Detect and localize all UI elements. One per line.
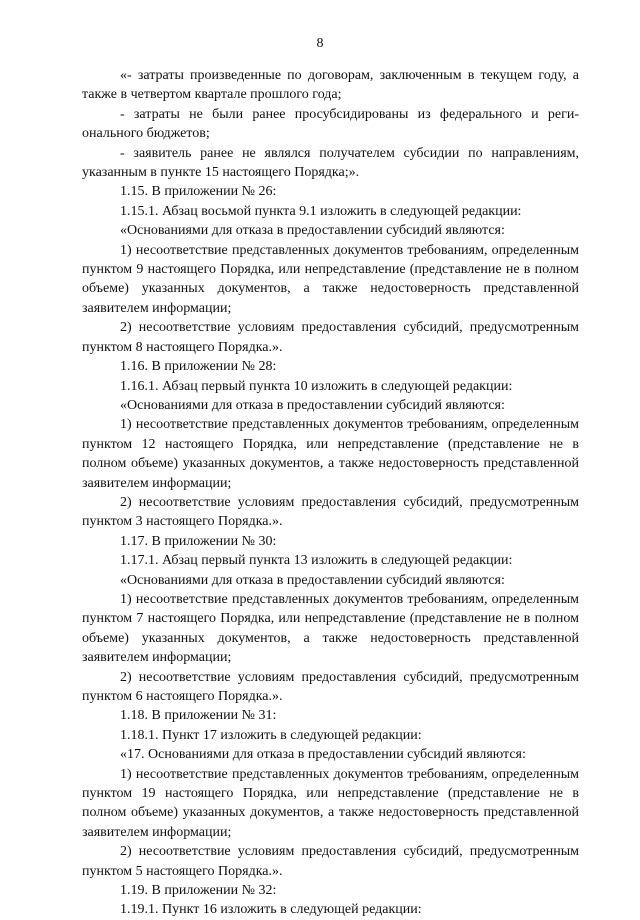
paragraph: 1) несоответствие представленных документов требованиям, определенным пунктом 7 настоящего Порядка, или непредставление (представление не в полном объеме) указанных документов, а также недостоверность представленной заявителем информации; (82, 591, 579, 666)
paragraph: «Основаниями для отказа в предоставлении субсидий являются: (120, 397, 505, 413)
section-heading: 1.16. В приложении № 28: (120, 359, 277, 375)
paragraph: «17. Основаниями для отказа в предоставлении субсидий являются: (120, 747, 526, 763)
paragraph: 1.19.1. Пункт 16 изложить в следующей редакции: (120, 902, 422, 918)
page-number: 8 (316, 36, 324, 51)
paragraph: 1.17.1. Абзац первый пункта 13 изложить в следующей редакции: (120, 553, 513, 569)
paragraph: - заявитель ранее не являлся получателем субсидии по направлениям, указанным в пункте 15 настоящего Порядка;». (82, 145, 579, 181)
paragraph: 1.16.1. Абзац первый пункта 10 изложить в следующей редакции: (120, 378, 513, 394)
paragraph: «Основаниями для отказа в предоставлении субсидий являются: (120, 572, 505, 588)
document-body (82, 66, 579, 920)
section-heading: 1.19. В приложении № 32: (120, 883, 277, 899)
section-heading: 1.17. В приложении № 30: (120, 533, 277, 549)
paragraph: - затраты не были ранее просубсидированы из федерального и регионального бюджетов; (82, 106, 579, 142)
paragraph: 2) несоответствие условиям предоставления субсидий, предусмотренным пунктом 6 настоящего Порядка.». (82, 669, 579, 704)
paragraph: 1.15.1. Абзац восьмой пункта 9.1 изложить в следующей редакции: (120, 203, 522, 219)
paragraph: 2) несоответствие условиям предоставления субсидий, предусмотренным пунктом 5 настоящего Порядка.». (82, 844, 579, 879)
paragraph: 2) несоответствие условиям предоставления субсидий, предусмотренным пунктом 3 настоящего Порядка.». (82, 494, 579, 530)
paragraph: 1.18.1. Пункт 17 изложить в следующей редакции: (120, 727, 422, 743)
paragraph: «- затраты произведенные по договорам, заключенным в текущем году, а также в четвертом квартале прошлого года; (82, 68, 579, 103)
section-heading: 1.18. В приложении № 31: (120, 708, 277, 724)
paragraph: 2) несоответствие условиям предоставления субсидий, предусмотренным пунктом 8 настоящего Порядка.». (82, 320, 579, 355)
paragraph: 1) несоответствие представленных документов требованиям, определенным пунктом 9 настоящего Порядка, или непредставление (представление не в полном объеме) указанных документов, а также недостоверность представленной заявителем информации; (82, 242, 579, 316)
paragraph: «Основаниями для отказа в предоставлении субсидий являются: (120, 223, 505, 239)
section-heading: 1.15. В приложении № 26: (120, 184, 277, 200)
paragraph: 1) несоответствие представленных документов требованиям, определенным пунктом 19 настоящего Порядка, или непредставление (представление не в полном объеме) указанных документов, а также недостоверность представленной заявителем информации; (82, 766, 579, 840)
paragraph: 1) несоответствие представленных документов требованиям, определенным пунктом 12 настоящего Порядка, или непредставление (представление не в полном объеме) указанных документов, а также недостоверность представленной заявителем информации; (82, 417, 579, 491)
